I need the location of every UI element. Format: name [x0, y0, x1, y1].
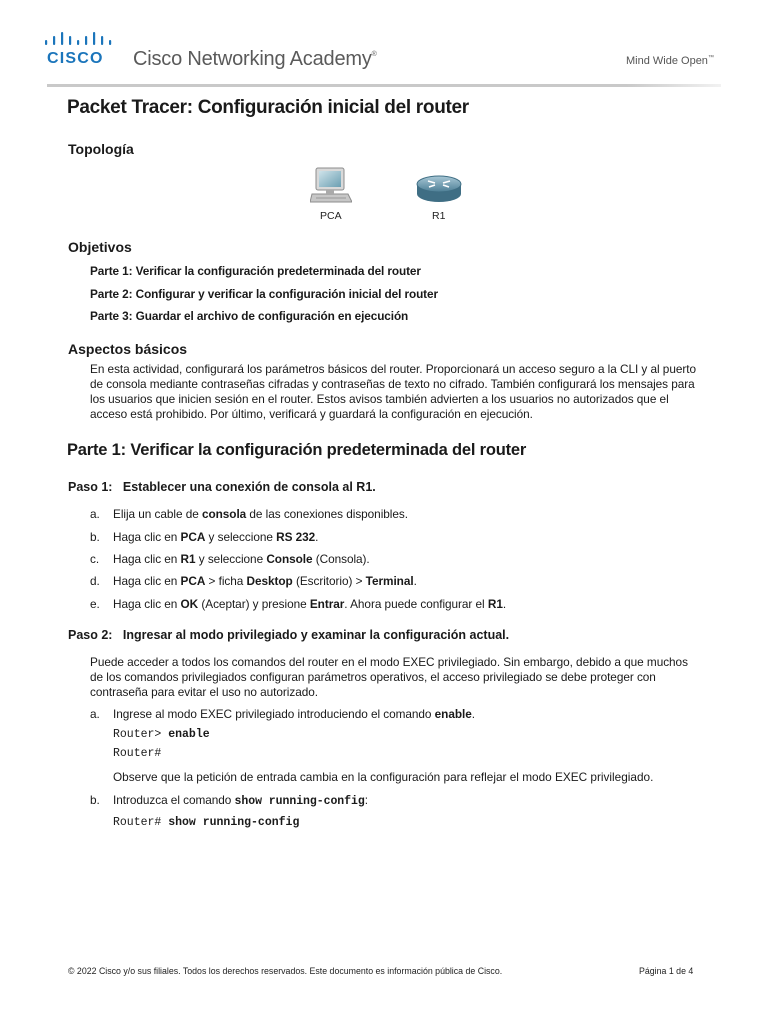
objective-item: Parte 1: Verificar la configuración predeterminada del router — [90, 264, 421, 278]
device-label-r1: R1 — [432, 210, 446, 222]
text-run: (Aceptar) y presione — [198, 597, 310, 611]
code-prompt: Router> — [113, 728, 169, 741]
bold-term: R1 — [180, 552, 196, 566]
text-run: Haga clic en — [113, 530, 181, 544]
background-heading: Aspectos básicos — [68, 341, 188, 357]
text-run: de las conexiones disponibles. — [246, 507, 408, 521]
tagline-text: Mind Wide Open — [626, 55, 708, 67]
bold-term: Desktop — [246, 574, 293, 588]
cisco-logo-bars-icon — [44, 32, 116, 48]
list-marker: b. — [90, 530, 100, 544]
code-prompt: Router# — [113, 816, 169, 829]
text-run: y seleccione — [195, 552, 267, 566]
code-command: enable — [168, 728, 210, 741]
part1-heading-prefix: Parte 1: — [67, 441, 126, 459]
note-text: Observe que la petición de entrada cambia en la configuración para reflejar el modo EXEC privilegiado. — [113, 770, 654, 784]
pc-icon — [310, 166, 352, 206]
text-run: Haga clic en — [113, 597, 181, 611]
text-run: . — [413, 574, 417, 588]
text-run: Haga clic en — [113, 552, 181, 566]
bold-term: PCA — [180, 530, 206, 544]
bold-term: PCA — [180, 574, 206, 588]
text-run: y seleccione — [205, 530, 277, 544]
objective-item: Parte 2: Configurar y verificar la configuración inicial del router — [90, 287, 438, 301]
list-item-text — [113, 552, 370, 566]
part1-heading-text: Verificar la configuración predeterminada del router — [130, 441, 527, 459]
list-marker: b. — [90, 793, 100, 807]
list-marker: a. — [90, 707, 100, 721]
text-run: > ficha — [205, 574, 247, 588]
tagline — [626, 55, 714, 67]
bold-term: Entrar — [309, 597, 345, 611]
objectives-heading: Objetivos — [68, 239, 132, 255]
bold-term: R1 — [487, 597, 503, 611]
list-marker: d. — [90, 574, 100, 588]
bold-term: OK — [180, 597, 199, 611]
bold-term: enable — [434, 707, 472, 721]
page-number: Página 1 de 4 — [639, 966, 694, 976]
background-paragraph: En esta actividad, configurará los parámetros básicos del router. Proporcionará un acceso seguro a la CLI y al puerto de consola mediante contraseñas cifradas y contraseñas de texto no cifrado. También configurará los mensajes para los usuarios que inicien sesión en el router. Estos avisos también advierten a los usuarios no autorizados que el acceso está prohibido. Por último, verificará y guardará la configuración en ejecución. — [90, 362, 696, 421]
list-item-text — [113, 530, 318, 544]
text-run: : — [364, 793, 368, 807]
text-run: Ingrese al modo EXEC privilegiado introduciendo el comando — [113, 707, 435, 721]
header-divider — [47, 84, 721, 87]
code-line — [113, 816, 299, 829]
bold-term: Console — [266, 552, 313, 566]
bold-term: consola — [201, 507, 247, 521]
cisco-logo-text: CISCO — [47, 50, 104, 67]
code-line — [113, 728, 210, 741]
bold-term: RS 232 — [276, 530, 316, 544]
list-marker: c. — [90, 552, 100, 566]
document-header — [0, 0, 768, 90]
trademark-mark: ™ — [707, 55, 714, 61]
text-run: Haga clic en — [113, 574, 181, 588]
list-item-text — [113, 707, 475, 721]
list-marker: e. — [90, 597, 100, 611]
topology-heading: Topología — [68, 141, 134, 157]
footer-copyright: © 2022 Cisco y/o sus filiales. Todos los derechos reservados. Este documento es información pública de Cisco. — [68, 966, 503, 976]
text-run: . — [502, 597, 507, 611]
code-line: Router# — [113, 747, 162, 760]
text-run: . Ahora puede configurar el — [344, 597, 488, 611]
objective-item: Parte 3: Guardar el archivo de configuración en ejecución — [90, 309, 409, 323]
text-run: . — [315, 530, 319, 544]
registered-mark: ® — [371, 51, 377, 58]
text-run: Introduzca el comando — [113, 793, 235, 807]
text-run: . — [471, 707, 475, 721]
step2-intro-paragraph: Puede acceder a todos los comandos del router en el modo EXEC privilegiado. Sin embargo, debido a que muchos de los comandos privilegiados configuran parámetros operativos, el acceso privilegiado se debe proteger con contraseña para evitar el uso no autorizado. — [90, 655, 688, 699]
step1-heading: Paso 1: Establecer una conexión de consola al R1. — [68, 480, 376, 494]
list-item-text — [113, 793, 368, 808]
bold-term: Terminal — [365, 574, 414, 588]
text-run: (Consola). — [312, 552, 370, 566]
part1-heading — [67, 441, 526, 460]
list-item-text — [113, 574, 417, 588]
list-item-text — [113, 597, 506, 611]
text-run: (Escritorio) > — [292, 574, 366, 588]
list-item-text — [113, 507, 408, 521]
code-command: show running-config — [168, 816, 300, 829]
text-run: Elija un cable de — [113, 507, 202, 521]
academy-name — [133, 48, 377, 71]
bold-command: show running-config — [234, 795, 365, 808]
page-title: Packet Tracer: Configuración inicial del router — [67, 97, 469, 118]
router-icon — [414, 172, 464, 206]
academy-name-text: Cisco Networking Academy — [133, 48, 372, 70]
device-label-pca: PCA — [320, 210, 342, 222]
list-marker: a. — [90, 507, 100, 521]
step2-heading: Paso 2: Ingresar al modo privilegiado y examinar la configuración actual. — [68, 628, 510, 642]
